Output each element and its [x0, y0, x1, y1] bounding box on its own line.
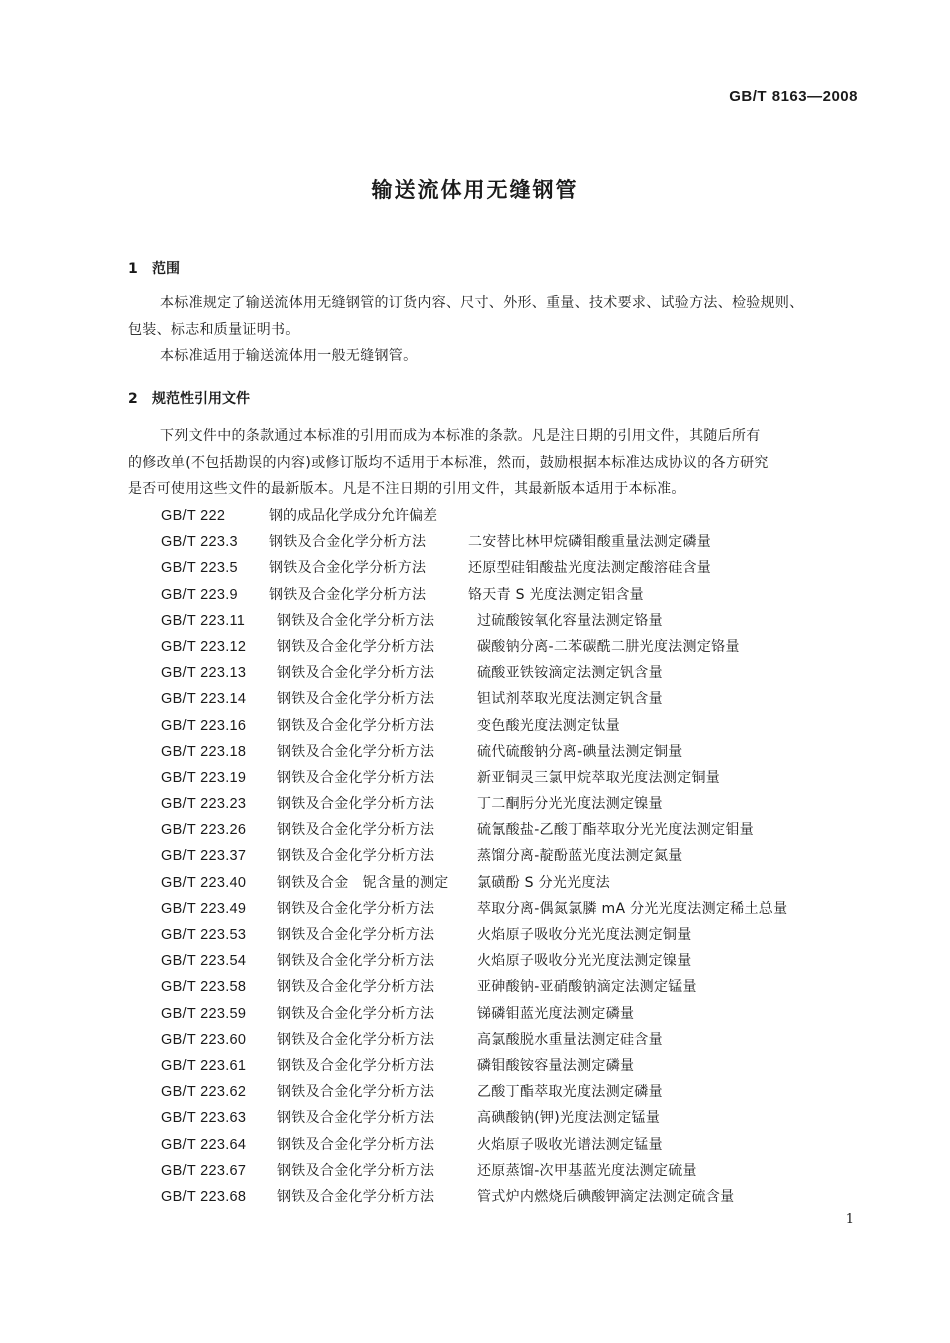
- reference-title: 钢铁及合金化学分析方法: [277, 612, 435, 629]
- reference-code: GB/T 223.3: [161, 534, 238, 551]
- reference-subtitle: 锑磷钼蓝光度法测定磷量: [477, 1005, 635, 1022]
- reference-code: GB/T 223.11: [161, 612, 246, 629]
- reference-code: GB/T 223.9: [161, 586, 238, 603]
- reference-subtitle: 管式炉内燃烧后碘酸钾滴定法测定硫含量: [477, 1188, 735, 1205]
- reference-title: 钢铁及合金化学分析方法: [269, 586, 427, 603]
- reference-title: 钢铁及合金化学分析方法: [277, 822, 435, 839]
- reference-code: GB/T 223.19: [161, 769, 247, 786]
- reference-code: GB/T 223.23: [161, 796, 247, 813]
- reference-subtitle: 还原型硅钼酸盐光度法测定酸溶硅含量: [468, 560, 712, 577]
- section-title: 规范性引用文件: [152, 391, 250, 407]
- reference-subtitle: 磷钼酸铵容量法测定磷量: [477, 1057, 635, 1074]
- reference-subtitle: 硫代硫酸钠分离-碘量法测定铜量: [477, 743, 683, 760]
- reference-code: GB/T 223.67: [161, 1162, 247, 1179]
- reference-title: 钢铁及合金化学分析方法: [269, 534, 427, 551]
- section-title: 范围: [152, 261, 180, 277]
- normative-reference-list: [161, 503, 881, 1210]
- reference-item: [161, 1105, 881, 1131]
- reference-subtitle: 铬天青 S 光度法测定铝含量: [468, 586, 644, 603]
- reference-title: 钢铁及合金化学分析方法: [277, 848, 435, 865]
- reference-title: 钢铁及合金化学分析方法: [277, 1031, 435, 1048]
- paragraph-line: 本标准规定了输送流体用无缝钢管的订货内容、尺寸、外形、重量、技术要求、试验方法、检验规则、: [160, 295, 804, 311]
- paragraph-line: 包装、标志和质量证明书。: [128, 321, 300, 338]
- reference-item: [161, 555, 881, 581]
- reference-title: 钢铁及合金化学分析方法: [277, 743, 435, 760]
- standard-code: GB/T 8163—2008: [729, 88, 858, 105]
- reference-subtitle: 氯磺酚 S 分光光度法: [477, 874, 611, 891]
- reference-subtitle: 钽试剂萃取光度法测定钒含量: [477, 691, 663, 708]
- section-1-scope-paragraph: [128, 290, 873, 370]
- reference-item: [161, 1184, 881, 1210]
- reference-code: GB/T 223.13: [161, 665, 247, 682]
- reference-item: [161, 1158, 881, 1184]
- reference-subtitle: 萃取分离-偶氮氯膦 mA 分光光度法测定稀土总量: [477, 900, 788, 917]
- reference-subtitle: 亚砷酸钠-亚硝酸钠滴定法测定锰量: [477, 979, 697, 996]
- reference-title: 钢铁及合金化学分析方法: [277, 1136, 435, 1153]
- section-2-heading: [128, 388, 250, 408]
- reference-item: [161, 1132, 881, 1158]
- reference-item: [161, 608, 881, 634]
- reference-code: GB/T 223.64: [161, 1136, 247, 1153]
- reference-subtitle: 火焰原子吸收光谱法测定锰量: [477, 1136, 663, 1153]
- reference-title: 钢铁及合金化学分析方法: [277, 900, 435, 917]
- reference-subtitle: 变色酸光度法测定钛量: [477, 717, 620, 734]
- reference-code: GB/T 223.53: [161, 927, 247, 943]
- reference-title: 钢铁及合金化学分析方法: [277, 691, 435, 708]
- reference-code: GB/T 223.16: [161, 717, 247, 734]
- reference-item: [161, 634, 881, 660]
- reference-title: 钢铁及合金 铌含量的测定: [277, 874, 449, 891]
- reference-item: [161, 660, 881, 686]
- reference-subtitle: 碳酸钠分离-二苯碳酰二肼光度法测定铬量: [477, 638, 740, 655]
- reference-item: [161, 843, 881, 869]
- reference-item: [161, 948, 881, 974]
- reference-item: [161, 503, 881, 529]
- reference-title: 钢铁及合金化学分析方法: [277, 717, 435, 734]
- reference-title: 钢铁及合金化学分析方法: [277, 1084, 435, 1101]
- reference-subtitle: 硫酸亚铁铵滴定法测定钒含量: [477, 665, 663, 682]
- reference-code: GB/T 223.18: [161, 743, 247, 760]
- paragraph-line: 是否可使用这些文件的最新版本。凡是不注日期的引用文件，其最新版本适用于本标准。: [128, 481, 686, 497]
- reference-title: 钢铁及合金化学分析方法: [277, 927, 435, 943]
- reference-subtitle: 乙酸丁酯萃取光度法测定磷量: [477, 1084, 663, 1101]
- paragraph-line: 的修改单(不包括勘误的内容)或修订版均不适用于本标准，然而，鼓励根据本标准达成协议的各方研究: [128, 454, 769, 471]
- reference-title: 钢铁及合金化学分析方法: [277, 979, 435, 996]
- section-1-heading: [128, 258, 180, 278]
- reference-title: 钢铁及合金化学分析方法: [277, 769, 435, 786]
- reference-title: 钢铁及合金化学分析方法: [277, 1110, 435, 1127]
- reference-code: GB/T 223.68: [161, 1188, 247, 1205]
- paragraph-line: 本标准适用于输送流体用一般无缝钢管。: [160, 348, 418, 364]
- reference-code: GB/T 223.61: [161, 1057, 247, 1074]
- reference-item: [161, 765, 881, 791]
- reference-code: GB/T 223.62: [161, 1084, 247, 1101]
- reference-code: GB/T 223.12: [161, 638, 247, 655]
- reference-code: GB/T 223.63: [161, 1110, 247, 1127]
- reference-code: GB/T 223.58: [161, 979, 247, 996]
- reference-code: GB/T 223.5: [161, 560, 238, 577]
- reference-subtitle: 二安替比林甲烷磷钼酸重量法测定磷量: [468, 534, 712, 551]
- reference-title: 钢铁及合金化学分析方法: [277, 665, 435, 682]
- section-number: 2: [128, 391, 138, 407]
- reference-item: [161, 817, 881, 843]
- reference-code: GB/T 223.60: [161, 1031, 247, 1048]
- reference-item: [161, 529, 881, 555]
- reference-title: 钢铁及合金化学分析方法: [277, 1005, 435, 1022]
- reference-title: 钢铁及合金化学分析方法: [277, 1162, 435, 1179]
- reference-item: [161, 870, 881, 896]
- reference-item: [161, 1053, 881, 1079]
- reference-item: [161, 582, 881, 608]
- section-number: 1: [128, 261, 138, 277]
- reference-subtitle: 高氯酸脱水重量法测定硅含量: [477, 1031, 663, 1048]
- reference-subtitle: 硫氰酸盐-乙酸丁酯萃取分光光度法测定钼量: [477, 822, 755, 839]
- reference-item: [161, 791, 881, 817]
- reference-code: GB/T 223.49: [161, 900, 247, 917]
- reference-title: 钢铁及合金化学分析方法: [277, 1057, 435, 1074]
- reference-item: [161, 974, 881, 1000]
- reference-item: [161, 1001, 881, 1027]
- reference-subtitle: 过硫酸铵氧化容量法测定铬量: [477, 612, 663, 629]
- reference-title: 钢铁及合金化学分析方法: [277, 1188, 435, 1205]
- page-number: 1: [845, 1212, 854, 1227]
- reference-subtitle: 蒸馏分离-靛酚蓝光度法测定氮量: [477, 848, 683, 865]
- reference-code: GB/T 223.14: [161, 691, 247, 708]
- reference-subtitle: 丁二酮肟分光光度法测定镍量: [477, 796, 663, 813]
- section-2-intro-paragraph: [128, 423, 873, 503]
- reference-subtitle: 高碘酸钠(钾)光度法测定锰量: [477, 1110, 661, 1127]
- reference-code: GB/T 223.59: [161, 1005, 247, 1022]
- reference-item: [161, 1079, 881, 1105]
- reference-code: GB/T 223.26: [161, 822, 247, 839]
- reference-subtitle: 火焰原子吸收分光光度法测定铜量: [477, 927, 692, 943]
- reference-code: GB/T 222: [161, 508, 226, 524]
- reference-item: [161, 896, 881, 922]
- reference-item: [161, 713, 881, 739]
- reference-title: 钢铁及合金化学分析方法: [277, 638, 435, 655]
- reference-code: GB/T 223.54: [161, 953, 247, 970]
- document-title: 输送流体用无缝钢管: [371, 178, 579, 202]
- reference-title: 钢铁及合金化学分析方法: [277, 953, 435, 970]
- reference-item: [161, 1027, 881, 1053]
- reference-item: [161, 922, 881, 948]
- reference-item: [161, 686, 881, 712]
- reference-code: GB/T 223.37: [161, 848, 247, 865]
- reference-subtitle: 新亚铜灵三氯甲烷萃取光度法测定铜量: [477, 769, 721, 786]
- reference-subtitle: 火焰原子吸收分光光度法测定镍量: [477, 953, 692, 970]
- reference-subtitle: 还原蒸馏-次甲基蓝光度法测定硫量: [477, 1162, 697, 1179]
- paragraph-line: 下列文件中的条款通过本标准的引用而成为本标准的条款。凡是注日期的引用文件，其随后所有: [160, 428, 761, 444]
- reference-code: GB/T 223.40: [161, 874, 247, 891]
- reference-title: 钢铁及合金化学分析方法: [277, 796, 435, 813]
- reference-item: [161, 739, 881, 765]
- reference-title: 钢铁及合金化学分析方法: [269, 560, 427, 577]
- reference-title: 钢的成品化学成分允许偏差: [269, 508, 437, 524]
